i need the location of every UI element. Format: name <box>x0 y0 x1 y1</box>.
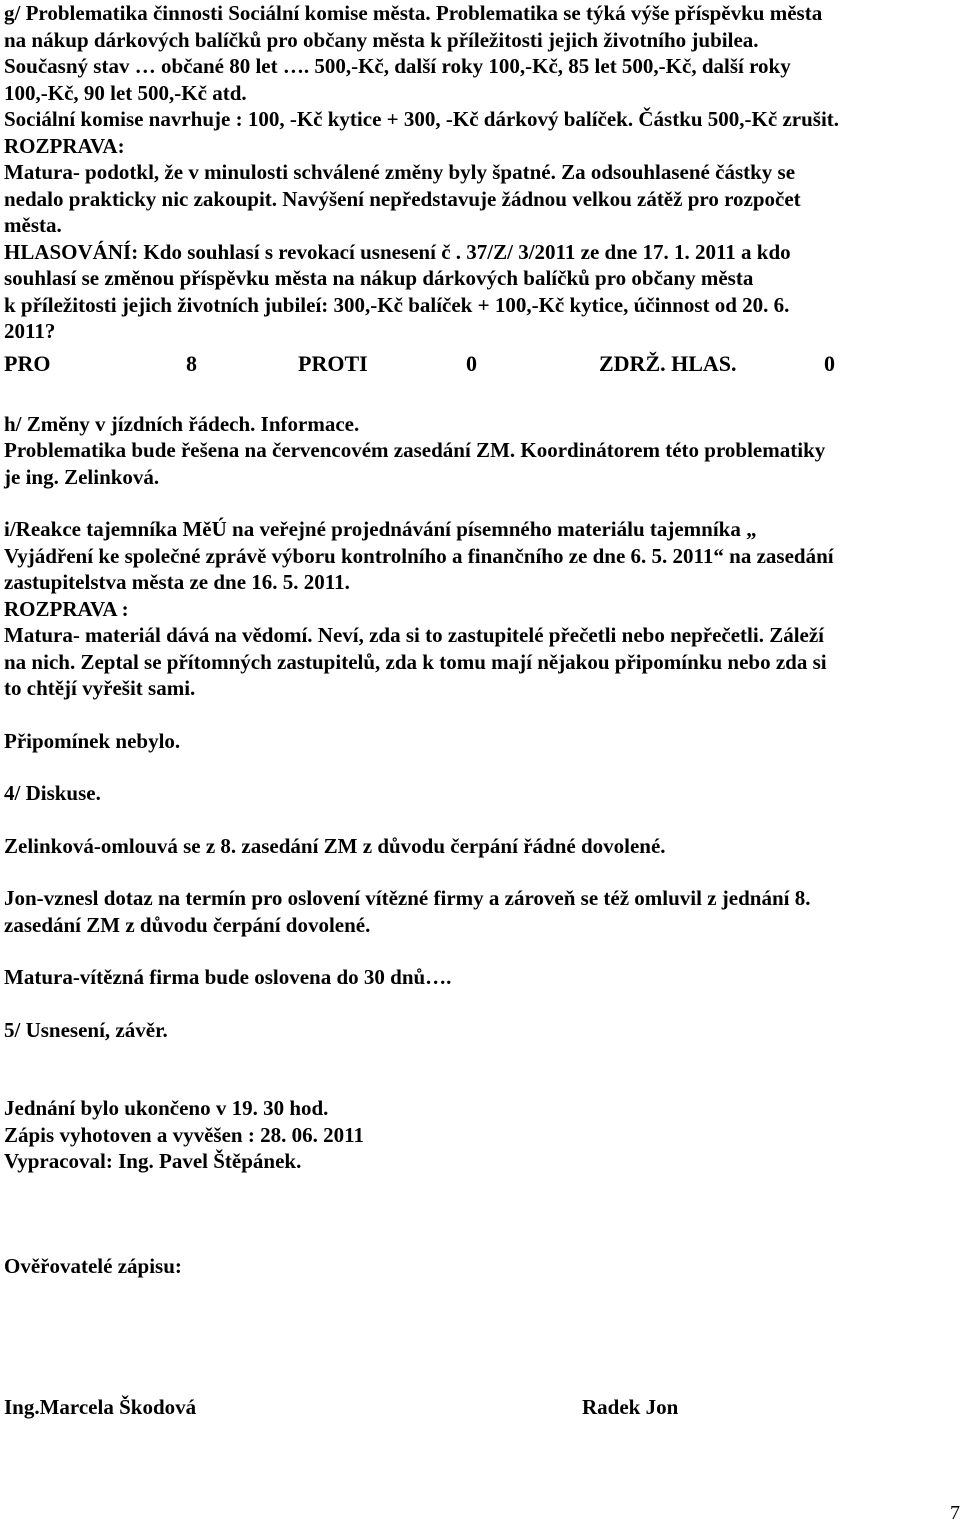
text-line: Sociální komise navrhuje : 100, -Kč kytice + 300, -Kč dárkový balíček. Částku 500,-Kč zrušit. <box>4 107 840 131</box>
vote-pro-value: 8 <box>186 351 197 377</box>
spacer <box>4 1279 949 1394</box>
spacer <box>4 1043 949 1095</box>
text-line: Vypracoval: Ing. Pavel Štěpánek. <box>4 1149 302 1173</box>
text-line: Matura- materiál dává na vědomí. Neví, zda si to zastupitelé přečetli nebo nepřečetli. Záleží <box>4 623 825 647</box>
section-h <box>4 411 949 491</box>
text-line: ROZPRAVA : <box>4 596 129 621</box>
spacer <box>4 702 949 728</box>
text-line: 2011? <box>4 319 56 343</box>
vote-result-row <box>4 345 949 385</box>
signers-row <box>4 1394 949 1421</box>
text-line: to chtějí vyřešit sami. <box>4 676 196 700</box>
text-line: 100,-Kč, 90 let 500,-Kč atd. <box>4 80 247 105</box>
spacer <box>4 385 949 411</box>
text-line: i/Reakce tajemníka MěÚ na veřejné projednávání písemného materiálu tajemníka „ <box>4 517 757 541</box>
spacer <box>4 490 949 516</box>
spacer <box>4 807 949 833</box>
page-number: 7 <box>950 1502 960 1524</box>
section-i <box>4 516 949 702</box>
vote-proti-value: 0 <box>466 351 477 377</box>
text-line: na nich. Zeptal se přítomných zastupitelů, zda k tomu mají nějakou připomínku nebo zda si <box>4 649 827 674</box>
text-line: zastupitelstva města ze dne 16. 5. 2011. <box>4 570 350 594</box>
text-line: Jon-vznesl dotaz na termín pro oslovení vítězné firmy a zároveň se též omluvil z jednání 8. <box>4 886 811 910</box>
text-line: HLASOVÁNÍ: Kdo souhlasí s revokací usnesení č . 37/Z/ 3/2011 ze dne 17. 1. 2011 a kdo <box>4 239 791 264</box>
text-line: k příležitosti jejich životních jubileí: 300,-Kč balíček + 100,-Kč kytice, účinnost od 20. 6. <box>4 292 790 317</box>
no-comments-note: Připomínek nebylo. <box>4 728 181 753</box>
spacer <box>4 859 949 885</box>
vote-pro-label: PRO <box>4 351 51 377</box>
vote-proti-label: PROTI <box>298 351 368 377</box>
text-line: Problematika bude řešena na červencovém zasedání ZM. Koordinátorem této problematiky <box>4 438 826 462</box>
closing-block <box>4 1095 949 1175</box>
text-line: Zápis vyhotoven a vyvěšen : 28. 06. 2011 <box>4 1122 364 1147</box>
text-line: nedalo prakticky nic zakoupit. Navýšení nepředstavuje žádnou velkou zátěž pro rozpočet <box>4 186 801 211</box>
text-line: Současný stav … občané 80 let …. 500,-Kč, další roky 100,-Kč, 85 let 500,-Kč, další roky <box>4 54 791 78</box>
vote-zdrz-label: ZDRŽ. HLAS. <box>599 351 737 377</box>
text-line: Matura-vítězná firma bude oslovena do 30 dnů…. <box>4 965 452 989</box>
text-line: ROZPRAVA: <box>4 133 125 158</box>
text-line: na nákup dárkových balíčků pro občany města k příležitosti jejich životního jubilea. <box>4 27 759 52</box>
section-heading: 4/ Diskuse. <box>4 781 101 805</box>
signer-name: Ing.Marcela Škodová <box>4 1395 197 1419</box>
section-heading: h/ Změny v jízdních řádech. Informace. <box>4 411 360 436</box>
section-heading: 5/ Usnesení, závěr. <box>4 1017 168 1042</box>
section-g <box>4 0 949 345</box>
text-line: Vyjádření ke společné zprávě výboru kontrolního a finančního ze dne 6. 5. 2011“ na zasedání <box>4 543 834 568</box>
text-line: Matura- podotkl, že v minulosti schválené změny byly špatné. Za odsouhlasené částky se <box>4 160 796 184</box>
text-line: souhlasí se změnou příspěvku města na nákup dárkových balíčků pro občany města <box>4 266 754 290</box>
spacer <box>4 991 949 1017</box>
text-line: města. <box>4 213 62 237</box>
verifiers-label: Ověřovatelé zápisu: <box>4 1253 182 1278</box>
spacer <box>4 938 949 964</box>
spacer <box>4 754 949 780</box>
text-line: g/ Problematika činnosti Sociální komise města. Problematika se týká výše příspěvku města <box>4 1 823 25</box>
document-page <box>4 0 949 1421</box>
text-line: Jednání bylo ukončeno v 19. 30 hod. <box>4 1096 329 1120</box>
vote-zdrz-value: 0 <box>824 351 835 377</box>
spacer <box>4 1175 949 1253</box>
signer-name: Radek Jon <box>582 1395 679 1419</box>
text-line: je ing. Zelinková. <box>4 464 160 489</box>
text-line: zasedání ZM z důvodu čerpání dovolené. <box>4 912 371 937</box>
text-line: Zelinková-omlouvá se z 8. zasedání ZM z důvodu čerpání řádné dovolené. <box>4 833 666 858</box>
